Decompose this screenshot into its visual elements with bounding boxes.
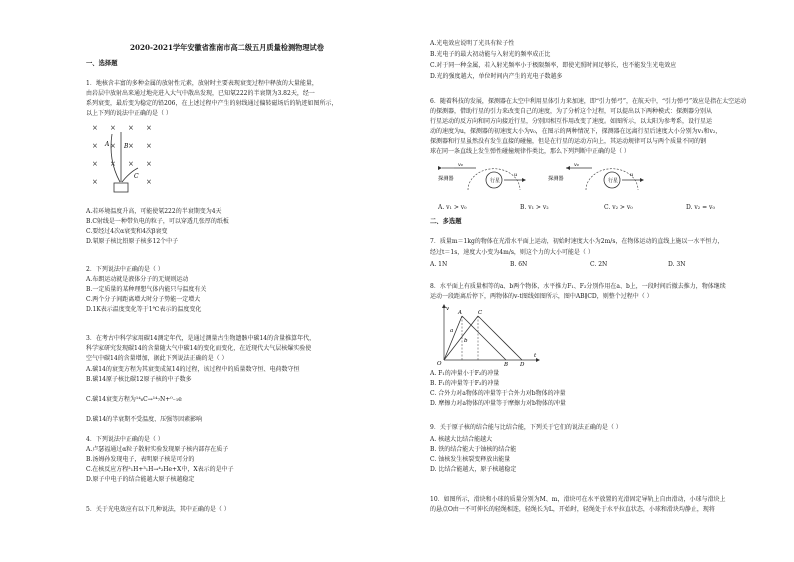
svg-text:×: ×: [146, 124, 152, 132]
planet-label-1: 行星: [490, 178, 501, 184]
q8-line-2: 运动一段距离后停下，两物体的v-t图线如图所示，图中AB∥CD，则整个过程中（ ）: [430, 293, 653, 300]
q6-line-3: 行星运动的反方向和同方向接近行星，分别因相互作用改变了速度。如图所示，以太阳为参考系，设行星运: [430, 118, 713, 125]
q2-option-c: C.两个分子间距离增大时分子势能一定增大: [86, 296, 201, 303]
q2-stem: 2．下列说法中正确的是（ ）: [86, 266, 164, 273]
q4-option-c: C.在核反应方程²₁H+³₁H→⁴₂He+X中，X表示的是中子: [86, 466, 234, 473]
planet-label-2: 行星: [608, 178, 619, 184]
q7-line-1: 7．质量m＝1kg的物体在光滑水平面上运动，初始时速度大小为2m/s，在物体运动的直线上施以一水平恒力，: [430, 238, 724, 245]
q9-option-d: D. 比结合能越大，原子核越稳定: [430, 466, 517, 473]
q5-option-b: B.光电子的最大初动能与入射光的频率成正比: [430, 51, 551, 58]
q3-line-2: 科学家研究发现碳14的含量随大气中碳14的变化而变化，在近现代大气层核爆实验使: [86, 345, 312, 352]
slingshot-case-1: [438, 162, 526, 190]
q8-vt-graph: [434, 302, 544, 366]
u-label-2: u: [630, 172, 634, 178]
q1-option-d: D.氡原子核比铅原子核多12个中子: [86, 238, 179, 245]
q3-line-3: 空气中碳14的含量增加，据此下列说法正确的是（ ）: [86, 355, 228, 362]
svg-text:×: ×: [110, 142, 116, 150]
q1-line-1: 1．地核含丰富的多种金属的放射性元素，放射时主要表现衰变过程中释放的大量能量，: [86, 80, 318, 87]
line-b-up: [444, 316, 478, 360]
svg-text:×: ×: [92, 160, 98, 168]
q9-option-a: A. 核越大比结合能越大: [430, 436, 493, 443]
section-heading-multi: 二、多选题: [430, 218, 462, 225]
svg-text:×: ×: [110, 124, 116, 132]
v0-label-2: v₀: [574, 162, 579, 168]
q5-option-a: A.光电效应说明了光具有粒子性: [430, 40, 515, 47]
u-label-1: u: [514, 172, 518, 178]
q9-option-c: C. 铀核发生核裂变释放出能量: [430, 456, 511, 463]
svg-text:×: ×: [146, 160, 152, 168]
q6-option-a: A. v₁ > v₀: [438, 204, 467, 211]
q9-option-b: B. 铁的结合能大于铀核的结合能: [430, 446, 517, 453]
q7-line-2: 经过t＝1s，速度大小变为4m/s，则这个力的大小可能是（ ）: [430, 249, 594, 256]
q1-line-3: 系列衰变，最后变为稳定的铅206，在上述过程中产生的射线通过偏转磁场后的轨迹如图所示，: [86, 100, 338, 107]
svg-text:×: ×: [92, 142, 98, 150]
q10-line-2: 的悬点O由一不可伸长的轻绳相连，轻绳长为L，开始时，轻绳处于水平拉直状态，小球和滑块均静止，现将: [430, 506, 715, 513]
q1-option-c: C.要经过4次α衰变和4次β衰变: [86, 228, 168, 235]
svg-text:×: ×: [128, 160, 134, 168]
q6-option-d: D. v₂ = v₀: [686, 204, 715, 211]
q4-stem: 4．下列说法中正确的是（ ）: [86, 436, 164, 443]
probe-label-2: 探测器: [548, 176, 564, 182]
q7-option-c: C. 2N: [590, 261, 608, 268]
q5-stem: 5．关于光电效应有以下几种说法，其中正确的是（ ）: [86, 506, 230, 513]
q6-slingshot-figure: [434, 160, 684, 200]
source-box: [114, 183, 128, 192]
q2-option-b: B.一定质量的某种理想气体内能只与温度有关: [86, 286, 207, 293]
line-label-b: b: [464, 338, 468, 344]
q3-option-c: C.碳14衰变方程为¹⁴₆C→¹⁴₇N+⁰₋₁e: [86, 396, 182, 403]
q1-line-4: 以上下列的说法中正确的是（ ）: [86, 110, 172, 117]
q8-option-c: C. 合外力对a物体的冲量等于合外力对b物体的冲量: [430, 390, 566, 397]
q8-line-1: 8．水平面上有质量相等的a、b两个物体，水平推力F₁、F₂分别作用在a、b上，一段时间后撤去推力，物体继续: [430, 283, 726, 290]
svg-text:×: ×: [92, 178, 98, 186]
line-cd: [478, 316, 522, 360]
q6-line-2: 的探测器，借助行星的引力来改变自己的速度，为了分析这个过程，可以提出以下两种模式：探测器分别从: [430, 108, 713, 115]
q7-option-b: B. 6N: [510, 261, 528, 268]
q1-option-a: A.若环境温度升高，可能使氡222的半衰期变为4天: [86, 208, 222, 215]
q3-line-1: 3．在考古中科学家用碳14测定年代，是通过测量古生物遗骸中碳14的含量推算年代，: [86, 335, 316, 342]
q7-option-a: A. 1N: [430, 261, 448, 268]
svg-text:×: ×: [128, 124, 134, 132]
q1-line-2: 由岩层中放射出来通过地壳进入大气中散出发现，已知氡222的半衰期为3.82天，经一: [86, 90, 315, 97]
svg-text:×: ×: [146, 142, 152, 150]
q2-option-a: A.布朗运动就是液体分子的无规则运动: [86, 276, 189, 283]
q6-line-1: 6．随着科技的发展，探测器在太空中利用星体引力来加速，即“引力弹弓”，在航天中，“引力弹弓”效应是指在太空运动: [430, 98, 747, 105]
point-c: C: [478, 310, 483, 316]
point-b: B: [504, 362, 509, 366]
svg-text:×: ×: [92, 124, 98, 132]
q4-option-a: A.卢瑟福通过α粒子散射实验发现原子核内部存在质子: [86, 446, 229, 453]
line-a-up: [444, 316, 462, 360]
q8-option-a: A. F₁的冲量小于F₂的冲量: [430, 370, 500, 377]
svg-text:×: ×: [128, 142, 134, 150]
point-d: D: [520, 362, 525, 366]
v-axis-label: v: [446, 306, 450, 312]
q3-option-d: D.碳14的半衰期不受温度、压强等因素影响: [86, 416, 203, 423]
q3-option-b: B.碳14原子核比碳12原子核的中子数多: [86, 376, 192, 383]
probe-label-1: 探测器: [438, 176, 454, 182]
q4-option-d: D.原子中电子的结合能越大原子核越稳定: [86, 476, 195, 483]
q6-line-5: 探测器和行星虽然没有发生直接的碰撞，但是在行星的运动方向上，其运动规律可以与两个质量不同的钢: [430, 138, 707, 145]
q8-option-b: B. F₁的冲量等于F₂的冲量: [430, 380, 500, 387]
q9-stem: 9．关于原子核的结合能与比结合能，下列关于它们的说法正确的是（ ）: [430, 424, 622, 431]
q1-magnetic-field-figure: [90, 120, 160, 200]
q7-option-d: D. 3N: [668, 261, 686, 268]
label-c: C: [134, 173, 139, 180]
page-title: 2020-2021学年安徽省淮南市高二级五月质量检测物理试卷: [130, 43, 324, 52]
point-a: A: [458, 310, 462, 316]
slingshot-case-2: [548, 162, 644, 190]
q6-line-6: 球在同一条直线上发生弹性碰撞规律作类比，那么下列判断中正确的是（ ）: [430, 148, 630, 155]
q6-option-b: B. v₁ > v₂: [520, 204, 549, 211]
q4-option-b: B.汤姆孙发现电子，表明原子核是可分的: [86, 456, 195, 463]
field-crosses: [92, 124, 152, 186]
v0-label-1: v₀: [458, 162, 463, 168]
q8-option-d: D. 摩擦力对a物体的冲量等于摩擦力对b物体的冲量: [430, 400, 566, 407]
label-a: A: [105, 141, 110, 148]
origin-label: O: [437, 361, 442, 366]
line-ab: [462, 316, 506, 360]
svg-text:×: ×: [110, 160, 116, 168]
q6-line-4: 动的速度为u，探测器的初速度大小为v₀，在图示的两种情况下，探测器在远离行星后速度大小分别为v₁和v₂，: [430, 128, 722, 135]
q6-option-c: C. v₂ > v₀: [604, 204, 633, 211]
q5-option-d: D.光的强度越大，单位时间内产生的光电子数越多: [430, 73, 563, 80]
q3-option-a: A.碳14的衰变方程为其衰变成氮14的过程，该过程中的质量数守恒、电荷数守恒: [86, 366, 300, 373]
q10-line-1: 10．如图所示，滑块和小球的质量分别为M、m，滑块可在水平放置的光滑固定导轨上自由滑动，小球与滑块上: [430, 496, 726, 503]
line-label-a: a: [450, 328, 454, 334]
t-axis-label: t: [534, 353, 537, 359]
svg-text:×: ×: [146, 178, 152, 186]
q1-option-b: B.C射线是一种带负电的粒子，可以穿透几张厚的纸板: [86, 218, 229, 225]
q2-option-d: D.1K表示温度变化等于1℃表示的温度变化: [86, 306, 202, 313]
q5-option-c: C.对于同一种金属，若入射光频率小于极限频率，即使光照时间足够长，也不能发生光电效应: [430, 62, 677, 69]
section-heading-choice: 一、选择题: [86, 60, 118, 67]
label-b: B: [124, 143, 129, 150]
